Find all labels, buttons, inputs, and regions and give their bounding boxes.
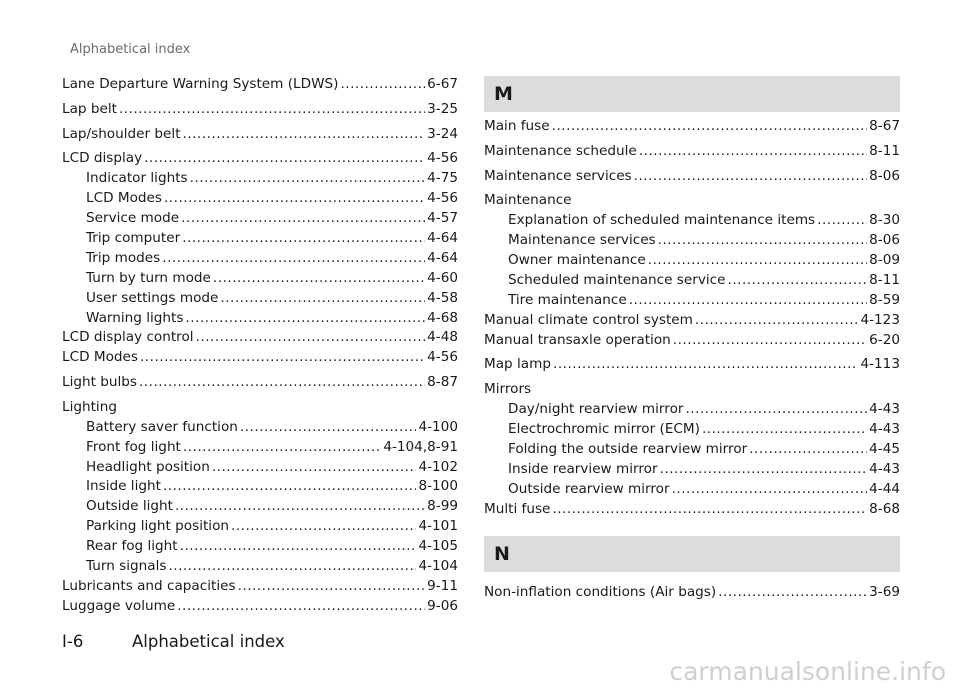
dot-leader xyxy=(728,272,868,288)
dot-leader xyxy=(164,190,425,206)
dot-leader xyxy=(163,478,417,494)
entry-label: Multi fuse xyxy=(484,500,551,517)
index-subentry xyxy=(62,518,458,538)
running-header: Alphabetical index xyxy=(70,42,191,57)
entry-page-ref[interactable]: 8-59 xyxy=(869,291,900,308)
index-column-right xyxy=(484,76,900,609)
entry-page-ref[interactable]: 4-43 xyxy=(869,401,900,418)
entry-label: Manual climate control system xyxy=(484,311,693,328)
entry-page-ref[interactable]: 9-11 xyxy=(427,577,458,594)
dot-leader xyxy=(629,292,867,308)
entry-page-ref[interactable]: 8-100 xyxy=(418,478,458,495)
index-subentry xyxy=(62,439,458,459)
entry-page-ref[interactable]: 4-100 xyxy=(418,418,458,435)
dot-leader xyxy=(175,498,425,514)
entry-page-ref[interactable]: 3-24 xyxy=(427,125,458,142)
entry-label: Main fuse xyxy=(484,118,550,134)
entry-label: Lap belt xyxy=(62,100,117,117)
dot-leader xyxy=(231,518,416,534)
entry-label: Maintenance schedule xyxy=(484,142,637,159)
entry-label: Maintenance xyxy=(484,192,572,209)
index-subentry xyxy=(484,212,900,232)
dot-leader xyxy=(181,210,425,226)
index-subentry xyxy=(62,419,458,439)
dot-leader xyxy=(718,584,867,600)
dot-leader xyxy=(658,232,868,248)
entry-label: Warning lights xyxy=(86,309,184,326)
entry-page-ref[interactable]: 8-99 xyxy=(427,498,458,515)
entry-page-ref[interactable]: 4-48 xyxy=(427,329,458,346)
entry-page-ref[interactable]: 4-60 xyxy=(427,269,458,286)
entry-page-ref[interactable]: 4-57 xyxy=(427,210,458,227)
entry-label: Turn by turn mode xyxy=(86,269,211,286)
index-entry xyxy=(62,399,458,419)
entry-page-ref[interactable]: 8-11 xyxy=(869,142,900,159)
dot-leader xyxy=(817,212,867,228)
index-entry xyxy=(62,126,458,151)
entry-page-ref[interactable]: 4-43 xyxy=(869,421,900,437)
entry-page-ref[interactable]: 4-104 xyxy=(418,558,458,575)
entry-page-ref[interactable]: 4-64 xyxy=(427,249,458,266)
index-subentry xyxy=(62,290,458,310)
entry-label: Service mode xyxy=(86,210,180,227)
entry-page-ref[interactable]: 8-11 xyxy=(869,271,900,288)
entry-page-ref[interactable]: 8-68 xyxy=(869,500,900,517)
index-subentry xyxy=(484,401,900,421)
entry-label: Inside rearview mirror xyxy=(508,460,658,477)
entry-page-ref[interactable]: 6-20 xyxy=(869,331,900,348)
index-entry xyxy=(484,312,900,332)
entry-page-ref[interactable]: 8-30 xyxy=(869,212,900,229)
dot-leader xyxy=(240,419,417,435)
entry-page-ref[interactable]: 4-102 xyxy=(418,458,458,475)
index-entry xyxy=(484,356,900,381)
dot-leader xyxy=(213,270,425,286)
dot-leader xyxy=(220,290,425,306)
dot-leader xyxy=(140,349,425,365)
index-subentry xyxy=(484,481,900,501)
entry-label: Scheduled maintenance service xyxy=(508,271,726,288)
index-entry xyxy=(484,168,900,193)
index-entry xyxy=(484,118,900,143)
dot-leader xyxy=(183,126,426,142)
dot-leader xyxy=(190,170,426,186)
entry-label: Maintenance services xyxy=(484,167,632,184)
dot-leader xyxy=(183,439,381,455)
index-subentry xyxy=(62,250,458,270)
index-subentry xyxy=(62,270,458,290)
entry-label: Lane Departure Warning System (LDWS) xyxy=(62,76,339,92)
entry-label: Manual transaxle operation xyxy=(484,331,671,348)
index-subentry xyxy=(62,190,458,210)
entry-label: LCD Modes xyxy=(86,190,162,207)
index-subentry xyxy=(62,230,458,250)
dot-leader xyxy=(673,332,867,348)
entry-page-ref[interactable]: 4-101 xyxy=(418,518,458,535)
entry-page-ref[interactable]: 4-123 xyxy=(860,311,900,328)
index-entry xyxy=(62,578,458,598)
dot-leader xyxy=(162,250,425,266)
entry-page-ref[interactable]: 8-09 xyxy=(869,252,900,269)
entry-label: LCD display control xyxy=(62,329,194,346)
index-entry xyxy=(484,143,900,168)
entry-label: Luggage volume xyxy=(62,597,176,614)
index-entry xyxy=(62,101,458,126)
index-subentry xyxy=(62,558,458,578)
entry-page-ref[interactable]: 3-69 xyxy=(869,584,900,601)
dot-leader xyxy=(182,230,425,246)
dot-leader xyxy=(212,459,417,475)
index-subentry xyxy=(62,210,458,230)
index-subentry xyxy=(484,441,900,461)
entry-page-ref[interactable]: 4-113 xyxy=(860,356,900,373)
entry-label: Map lamp xyxy=(484,356,551,373)
entry-label: Headlight position xyxy=(86,458,210,475)
entry-label: Owner maintenance xyxy=(508,252,646,269)
index-entry xyxy=(484,584,900,609)
entry-page-ref[interactable]: 8-87 xyxy=(427,374,458,391)
entry-page-ref[interactable]: 4-58 xyxy=(427,289,458,306)
entry-label: Electrochromic mirror (ECM) xyxy=(508,421,700,437)
dot-leader xyxy=(119,101,425,117)
index-entry xyxy=(484,381,900,401)
dot-leader xyxy=(180,538,417,554)
entry-page-ref[interactable]: 8-06 xyxy=(869,167,900,184)
index-entry xyxy=(62,150,458,170)
index-subentry xyxy=(62,310,458,330)
index-column-left xyxy=(62,76,458,623)
dot-leader xyxy=(196,329,426,345)
entry-label: Light bulbs xyxy=(62,374,137,391)
entry-page-ref[interactable]: 8-67 xyxy=(869,118,900,134)
dot-leader xyxy=(702,421,867,437)
section-letter-n: N xyxy=(484,536,900,572)
index-entry xyxy=(484,192,900,212)
entry-label: Indicator lights xyxy=(86,170,188,187)
index-subentry xyxy=(62,498,458,518)
entry-label: Maintenance services xyxy=(508,232,656,249)
dot-leader xyxy=(672,481,868,497)
index-subentry xyxy=(484,421,900,441)
index-subentry xyxy=(484,252,900,272)
section-letter-m: M xyxy=(484,76,900,112)
entry-page-ref[interactable]: 4-64 xyxy=(427,229,458,246)
entry-label: Trip computer xyxy=(86,229,181,246)
index-entry xyxy=(62,349,458,374)
index-subentry xyxy=(484,461,900,481)
index-entry xyxy=(62,598,458,623)
entry-label: Lubricants and capacities xyxy=(62,577,236,594)
entry-label: Outside rearview mirror xyxy=(508,480,670,497)
entry-page-ref[interactable]: 3-25 xyxy=(427,100,458,117)
entry-page-ref[interactable]: 4-43 xyxy=(869,460,900,477)
entry-label: Outside light xyxy=(86,498,173,515)
dot-leader xyxy=(552,118,868,134)
dot-leader xyxy=(639,143,867,159)
entry-page-ref[interactable]: 6-67 xyxy=(427,76,458,92)
index-subentry xyxy=(62,478,458,498)
dot-leader xyxy=(648,252,867,268)
entry-page-ref[interactable]: 4-75 xyxy=(427,170,458,187)
dot-leader xyxy=(749,441,867,457)
dot-leader xyxy=(168,558,416,574)
entry-page-ref[interactable]: 4-45 xyxy=(869,440,900,457)
entry-label: Day/night rearview mirror xyxy=(508,401,684,418)
index-entry xyxy=(62,374,458,399)
entry-label: Turn signals xyxy=(86,558,167,575)
dot-leader xyxy=(553,356,858,372)
index-entry xyxy=(62,329,458,349)
entry-page-ref[interactable]: 4-56 xyxy=(427,150,458,167)
dot-leader xyxy=(144,150,425,166)
entry-label: Inside light xyxy=(86,478,161,495)
dot-leader xyxy=(177,598,425,614)
index-entry xyxy=(484,501,900,521)
dot-leader xyxy=(695,312,859,328)
dot-leader xyxy=(660,461,868,477)
entry-label: Explanation of scheduled maintenance items xyxy=(508,212,816,229)
footer-title: Alphabetical index xyxy=(132,632,285,651)
dot-leader xyxy=(139,374,425,390)
watermark: carmanualsonline.info xyxy=(669,657,946,686)
entry-page-ref[interactable]: 4-104,8-91 xyxy=(383,438,458,455)
entry-label: Parking light position xyxy=(86,518,230,535)
entry-label: Non-inflation conditions (Air bags) xyxy=(484,584,717,601)
dot-leader xyxy=(185,310,425,326)
index-subentry xyxy=(484,292,900,312)
index-entry xyxy=(62,76,458,101)
index-subentry xyxy=(484,232,900,252)
page-number: I-6 xyxy=(62,632,84,651)
entry-page-ref[interactable]: 9-06 xyxy=(427,597,458,614)
entry-label: Front fog light xyxy=(86,438,181,455)
dot-leader xyxy=(340,76,425,92)
entry-page-ref[interactable]: 8-06 xyxy=(869,232,900,249)
index-subentry xyxy=(62,459,458,479)
entry-page-ref[interactable]: 4-56 xyxy=(427,190,458,207)
dot-leader xyxy=(552,501,867,517)
entry-label: LCD display xyxy=(62,150,143,167)
entry-label: User settings mode xyxy=(86,289,219,306)
entry-label: Tire maintenance xyxy=(508,291,627,308)
dot-leader xyxy=(634,168,868,184)
index-entry xyxy=(484,332,900,357)
index-subentry xyxy=(62,170,458,190)
index-subentry xyxy=(484,272,900,292)
entry-label: Lap/shoulder belt xyxy=(62,125,181,142)
entry-label: Mirrors xyxy=(484,381,532,398)
dot-leader xyxy=(685,401,867,417)
entry-page-ref[interactable]: 4-56 xyxy=(427,349,458,366)
entry-label: Trip modes xyxy=(86,249,161,266)
entry-page-ref[interactable]: 4-68 xyxy=(427,309,458,326)
index-subentry xyxy=(62,538,458,558)
entry-label: LCD Modes xyxy=(62,349,138,366)
entry-label: Lighting xyxy=(62,398,117,415)
entry-label: Rear fog light xyxy=(86,538,178,555)
entry-page-ref[interactable]: 4-44 xyxy=(869,480,900,497)
entry-page-ref[interactable]: 4-105 xyxy=(418,538,458,555)
entry-label: Folding the outside rearview mirror xyxy=(508,440,748,457)
entry-label: Battery saver function xyxy=(86,418,238,435)
dot-leader xyxy=(238,578,426,594)
